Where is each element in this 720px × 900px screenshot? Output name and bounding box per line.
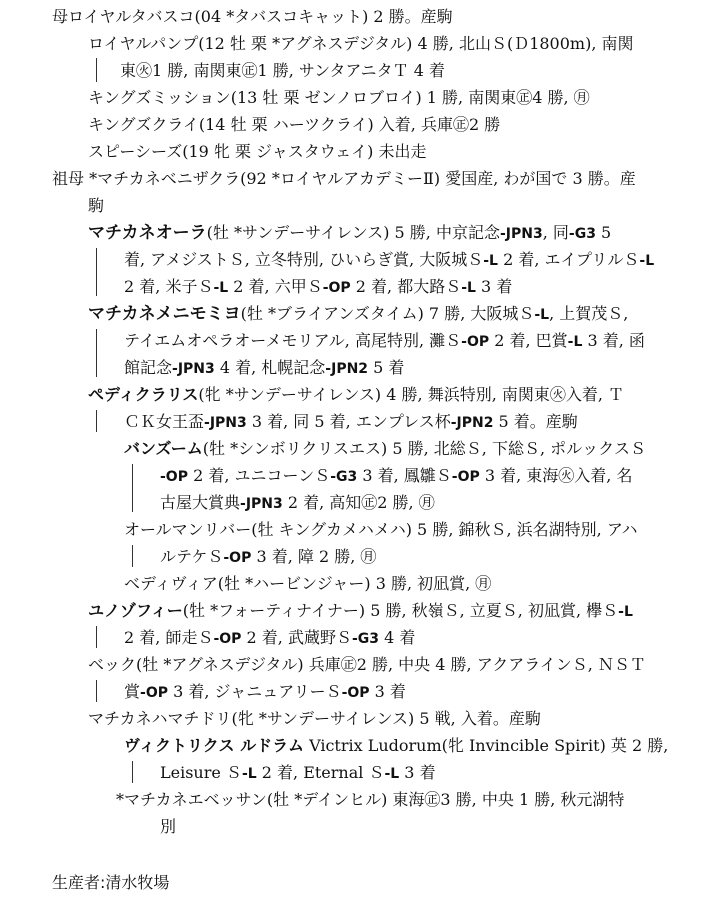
race-grade: -L [241, 766, 257, 782]
pedigree-branch-line [132, 761, 133, 783]
pedigree-entry [88, 85, 590, 111]
pedigree-entry-continuation [124, 274, 512, 301]
pedigree-branch-line [132, 545, 133, 567]
entry-text: 賞-OP 3 着, ジャニュアリーＳ-OP 3 着 [124, 682, 406, 701]
pedigree-entry-continuation [124, 247, 654, 274]
race-grade: -OP [223, 550, 252, 566]
entry-text: 古屋大賞典-JPN3 2 着, 高知㊣2 勝, ㊊ [160, 493, 435, 512]
entry-text: (牡 *フォーティナイナー) 5 勝, 秋嶺Ｓ, 立夏Ｓ, 初凪賞, 欅Ｓ-L [182, 601, 633, 620]
race-grade: -OP [341, 685, 370, 701]
horse-name: マチカネオーラ [88, 223, 207, 243]
entry-text: オールマンリバー(牡 キングカメハメハ) 5 勝, 錦秋Ｓ, 浜名湖特別, アハ [124, 520, 638, 539]
race-grade: -JPN3 [499, 226, 543, 242]
entry-text: 2 着, 師走Ｓ-OP 2 着, 武蔵野Ｓ-G3 4 着 [124, 628, 416, 647]
pedigree-branch-line [96, 58, 97, 82]
race-grade: -JPN3 [172, 361, 215, 377]
race-grade: -L [567, 334, 583, 350]
entry-text: Leisure Ｓ-L 2 着, Eternal Ｓ-L 3 着 [160, 763, 436, 782]
entry-text: -OP 2 着, ユニコーンＳ-G3 3 着, 鳳雛Ｓ-OP 3 着, 東海㊋入着, 名 [160, 466, 633, 485]
pedigree-entry [88, 652, 646, 678]
pedigree-entry-continuation [124, 355, 404, 382]
pedigree-entry-continuation [88, 193, 104, 219]
race-grade: -JPN2 [325, 361, 369, 377]
entry-text: 駒 [88, 196, 105, 215]
pedigree-entry-continuation [160, 760, 436, 787]
race-grade: -OP [451, 469, 480, 485]
entry-text: ベック(牡 *アグネスデジタル) 兵庫㊣2 勝, 中央 4 勝, アクアラインＳ, ＮＳＴ [88, 655, 646, 674]
pedigree-entry-continuation [160, 544, 376, 571]
entry-text: スピーシーズ(19 牝 栗 ジャスタウェイ) 未出走 [88, 142, 427, 161]
pedigree-entry [116, 787, 624, 813]
race-grade: -L [213, 280, 229, 296]
pedigree-entry [88, 220, 611, 247]
entry-text: キングズミッション(13 牡 栗 ゼンノロブロイ) 1 勝, 南関東㊣4 勝, ㊊ [88, 88, 590, 107]
pedigree-entry-continuation [120, 58, 445, 84]
entry-text: (牡 *シンボリクリスエス) 5 勝, 北総Ｓ, 下総Ｓ, ポルックスＳ [202, 439, 646, 458]
pedigree-entry [124, 571, 491, 597]
pedigree-entry [88, 139, 426, 165]
pedigree-entry [88, 112, 500, 138]
race-grade: -L [618, 604, 633, 620]
pedigree-entry [88, 382, 624, 408]
pedigree-branch-line [96, 248, 97, 296]
entry-text: (牡 *ブライアンズタイム) 7 勝, 大阪城Ｓ-L, 上賀茂Ｓ, [240, 304, 629, 323]
race-grade: -JPN3 [240, 496, 283, 512]
horse-name: マチカネメニモミヨ [88, 304, 241, 324]
entry-text: Victrix Ludorum(牝 Invincible Spirit) 英 2 勝, [303, 736, 669, 755]
race-grade: -JPN2 [450, 415, 494, 431]
entry-text: (牡 *サンデーサイレンス) 5 勝, 中京記念-JPN3, 同-G3 5 [206, 223, 612, 242]
horse-name: ユノゾフィー [88, 601, 183, 620]
pedigree-entry [88, 31, 634, 57]
race-grade: -OP [160, 469, 188, 485]
horse-name: バンズーム [124, 439, 203, 458]
pedigree-branch-line [132, 464, 133, 512]
pedigree-entry-continuation [160, 463, 632, 490]
pedigree-entry-continuation [160, 814, 176, 840]
race-grade: -OP [213, 631, 242, 647]
race-grade: -JPN3 [204, 415, 247, 431]
race-grade: -G3 [330, 469, 358, 485]
pedigree-entry [88, 598, 633, 625]
entry-text: 祖母 *マチカネベニザクラ(92 *ロイヤルアカデミーⅡ) 愛国産, わが国で 3 勝。産 [52, 169, 636, 188]
race-grade: -L [483, 253, 498, 269]
entry-text: マチカネハマチドリ(牝 *サンデーサイレンス) 5 戦, 入着。産駒 [88, 709, 541, 728]
race-grade: -L [384, 766, 400, 782]
entry-text: ルテケＳ-OP 3 着, 障 2 勝, ㊊ [160, 547, 377, 566]
pedigree-entry [124, 436, 646, 462]
entry-text: 別 [160, 817, 177, 836]
entry-text: *マチカネエベッサン(牡 *デインヒル) 東海㊣3 勝, 中央 1 勝, 秋元湖特 [116, 790, 625, 809]
pedigree-entry-continuation [124, 409, 578, 436]
entry-text: ロイヤルパンプ(12 牡 栗 *アグネスデジタル) 4 勝, 北山Ｓ(Ｄ1800m), 南関 [88, 34, 634, 53]
horse-name: ペディクラリス [88, 385, 199, 404]
entry-text: ＣＫ女王盃-JPN3 3 着, 同 5 着, エンプレス杯-JPN2 5 着。産駒 [124, 412, 578, 431]
entry-text: テイエムオペラオーメモリアル, 高尾特別, 灘Ｓ-OP 2 着, 巴賞-L 3 着, 函 [124, 331, 645, 350]
entry-text: 母ロイヤルタバスコ(04 *タバスコキャット) 2 勝。産駒 [52, 7, 453, 26]
entry-text: 着, アメジストＳ, 立冬特別, ひいらぎ賞, 大阪城Ｓ-L 2 着, エイプリルＳ-L [124, 250, 655, 269]
race-grade: -OP [140, 685, 168, 701]
race-grade: -G3 [568, 226, 596, 242]
pedigree-entry-continuation [124, 625, 415, 652]
pedigree-branch-line [96, 626, 97, 648]
breeder-line: 生産者:清水牧場 [52, 873, 170, 892]
pedigree-entry [52, 4, 453, 30]
entry-text: キングズクライ(14 牡 栗 ハーツクライ) 入着, 兵庫㊣2 勝 [88, 115, 501, 134]
pedigree-entry [88, 706, 541, 732]
entry-text: 2 着, 米子Ｓ-L 2 着, 六甲Ｓ-OP 2 着, 都大路Ｓ-L 3 着 [124, 277, 513, 296]
pedigree-entry-continuation [124, 328, 645, 355]
race-grade: -OP [461, 334, 490, 350]
entry-text: 東㊋1 勝, 南関東㊣1 勝, サンタアニタＴ 4 着 [120, 61, 445, 80]
entry-text: ベディヴィア(牡 *ハービンジャー) 3 勝, 初凪賞, ㊊ [124, 574, 492, 593]
entry-text: (牝 *サンデーサイレンス) 4 勝, 舞浜特別, 南関東㊋入着, Ｔ [198, 385, 625, 404]
pedigree-entry [52, 166, 636, 192]
pedigree-entry-continuation [160, 490, 435, 517]
race-grade: -L [639, 253, 655, 269]
horse-name: ヴィクトリクス ルドラム [124, 736, 304, 755]
pedigree-branch-line [96, 680, 97, 702]
race-grade: -G3 [351, 631, 380, 647]
race-grade: -OP [322, 280, 351, 296]
pedigree-entry [124, 733, 668, 759]
race-grade: -L [461, 280, 476, 296]
pedigree-branch-line [96, 410, 97, 432]
entry-text: 館記念-JPN3 4 着, 札幌記念-JPN2 5 着 [124, 358, 405, 377]
pedigree-entry [124, 517, 638, 543]
pedigree-entry [88, 301, 628, 328]
race-grade: -L [534, 307, 550, 323]
pedigree-entry-continuation [124, 679, 406, 706]
pedigree-branch-line [96, 329, 97, 377]
